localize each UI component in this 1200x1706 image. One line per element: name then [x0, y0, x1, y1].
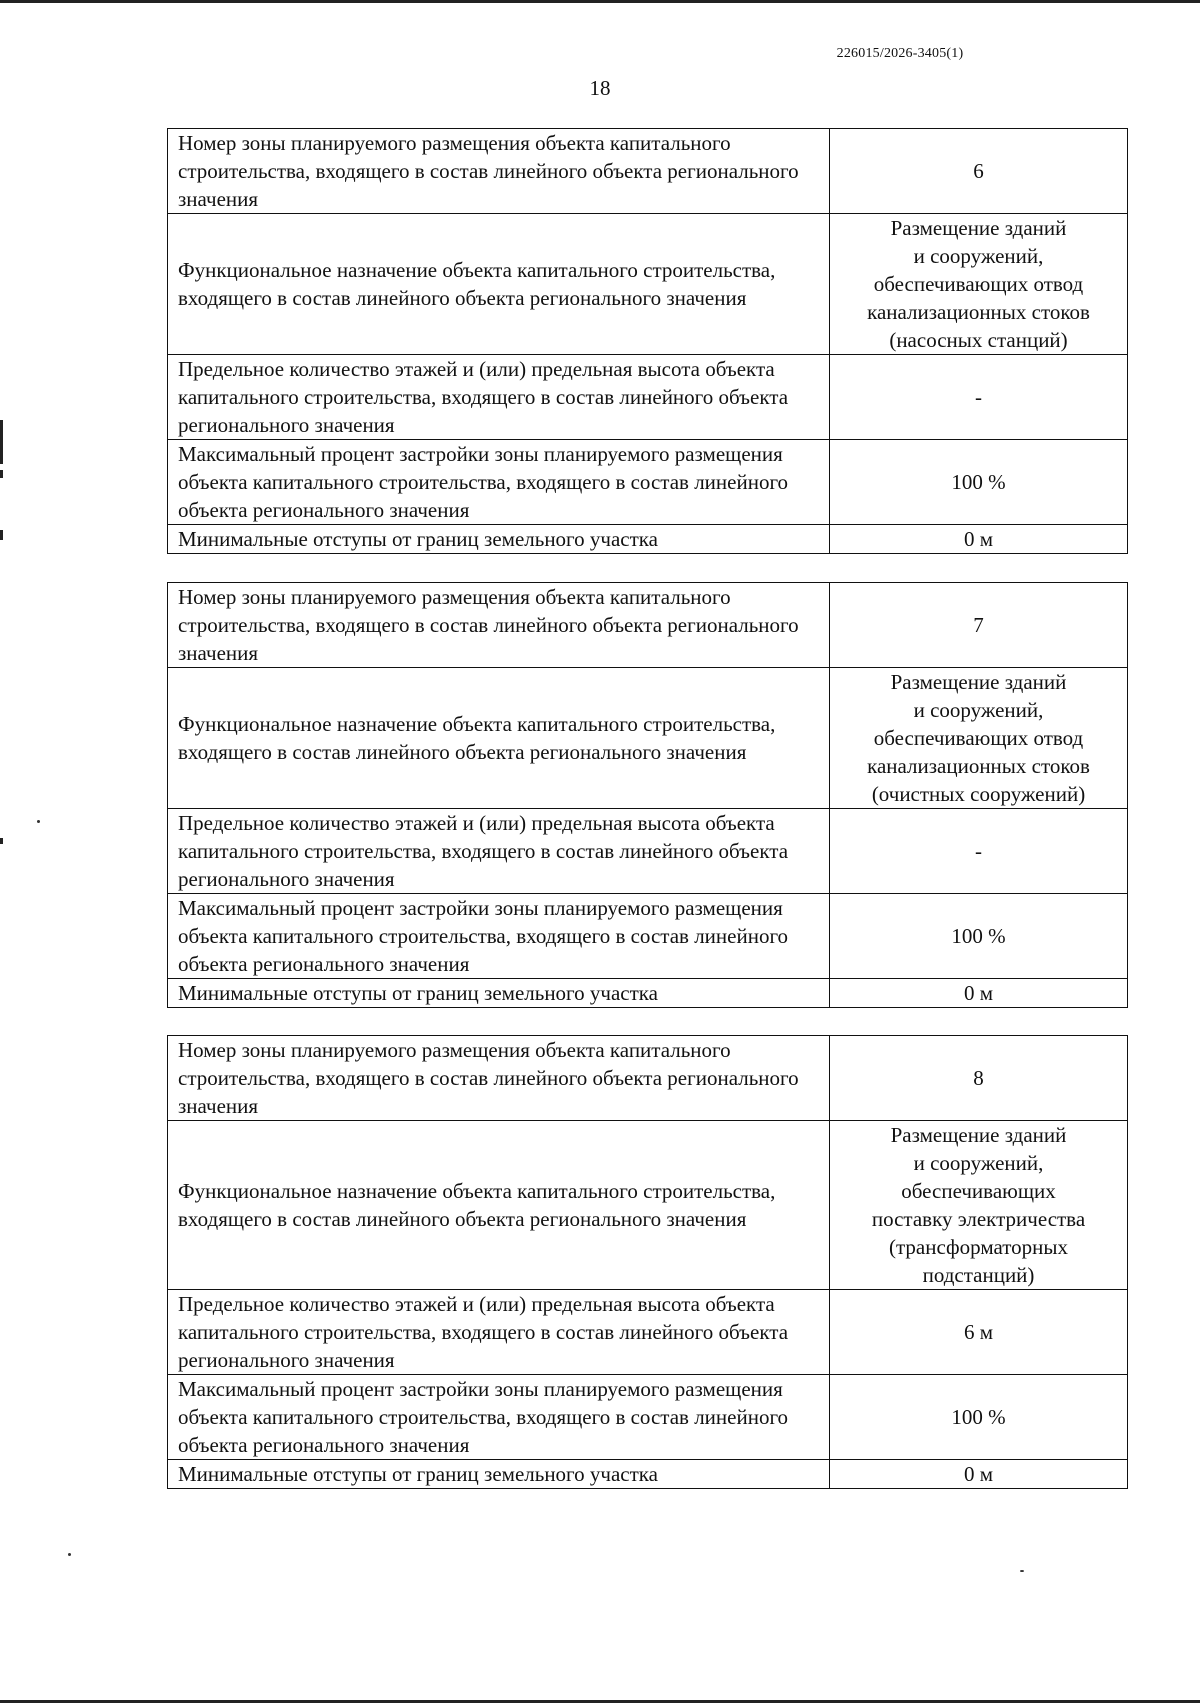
zone-8-parameters-table [167, 1035, 1128, 1489]
max-height-value: 6 м [830, 1290, 1128, 1375]
min-setback-row [168, 979, 1128, 1008]
zone-number-label: Номер зоны планируемого размещения объекта капитального строительства, входящего в состав линейного объекта регионального значения [168, 129, 830, 214]
function-value: Размещение зданий и сооружений, обеспечивающих отвод канализационных стоков (насосных станций) [830, 214, 1128, 355]
max-coverage-row [168, 1375, 1128, 1460]
function-label: Функциональное назначение объекта капитального строительства, входящего в состав линейного объекта регионального значения [168, 668, 830, 809]
function-row [168, 214, 1128, 355]
zone-number-value: 7 [830, 583, 1128, 668]
zone-7-parameters-table [167, 582, 1128, 1008]
max-coverage-value: 100 % [830, 1375, 1128, 1460]
zone-number-value: 6 [830, 129, 1128, 214]
zone-number-row [168, 1036, 1128, 1121]
min-setback-label: Минимальные отступы от границ земельного участка [168, 979, 830, 1008]
zone-number-label: Номер зоны планируемого размещения объекта капитального строительства, входящего в состав линейного объекта регионального значения [168, 583, 830, 668]
scan-edge-top [0, 0, 1200, 3]
scan-mark [0, 530, 3, 540]
page-number: 18 [589, 76, 611, 100]
function-value: Размещение зданий и сооружений, обеспечивающих отвод канализационных стоков (очистных сооружений) [830, 668, 1128, 809]
scan-speck [1020, 1570, 1024, 1572]
max-coverage-value: 100 % [830, 894, 1128, 979]
document-code: 226015/2026-3405(1) [836, 46, 964, 61]
min-setback-value: 0 м [830, 1460, 1128, 1489]
max-coverage-row [168, 894, 1128, 979]
max-height-label: Предельное количество этажей и (или) предельная высота объекта капитального строительства, входящего в состав линейного объекта регионального значения [168, 1290, 830, 1375]
max-height-label: Предельное количество этажей и (или) предельная высота объекта капитального строительства, входящего в состав линейного объекта регионального значения [168, 809, 830, 894]
max-height-value: - [830, 355, 1128, 440]
max-height-value: - [830, 809, 1128, 894]
min-setback-row [168, 525, 1128, 554]
max-height-row [168, 355, 1128, 440]
max-coverage-label: Максимальный процент застройки зоны планируемого размещения объекта капитального строительства, входящего в состав линейного объекта регионального значения [168, 894, 830, 979]
max-coverage-label: Максимальный процент застройки зоны планируемого размещения объекта капитального строительства, входящего в состав линейного объекта регионального значения [168, 1375, 830, 1460]
min-setback-label: Минимальные отступы от границ земельного участка [168, 525, 830, 554]
scan-mark [0, 470, 3, 478]
zone-number-row [168, 583, 1128, 668]
max-coverage-row [168, 440, 1128, 525]
scan-speck [68, 1553, 71, 1556]
zone-6-parameters-table [167, 128, 1128, 554]
max-coverage-value: 100 % [830, 440, 1128, 525]
scan-mark [0, 838, 3, 844]
scan-speck [37, 820, 40, 823]
function-label: Функциональное назначение объекта капитального строительства, входящего в состав линейного объекта регионального значения [168, 1121, 830, 1290]
function-value: Размещение зданий и сооружений, обеспечивающих поставку электричества (трансформаторных подстанций) [830, 1121, 1128, 1290]
min-setback-value: 0 м [830, 525, 1128, 554]
min-setback-value: 0 м [830, 979, 1128, 1008]
max-coverage-label: Максимальный процент застройки зоны планируемого размещения объекта капитального строительства, входящего в состав линейного объекта регионального значения [168, 440, 830, 525]
zone-number-label: Номер зоны планируемого размещения объекта капитального строительства, входящего в состав линейного объекта регионального значения [168, 1036, 830, 1121]
scan-mark [0, 420, 3, 464]
function-row [168, 668, 1128, 809]
max-height-label: Предельное количество этажей и (или) предельная высота объекта капитального строительства, входящего в состав линейного объекта регионального значения [168, 355, 830, 440]
max-height-row [168, 1290, 1128, 1375]
zone-number-value: 8 [830, 1036, 1128, 1121]
min-setback-label: Минимальные отступы от границ земельного участка [168, 1460, 830, 1489]
min-setback-row [168, 1460, 1128, 1489]
function-label: Функциональное назначение объекта капитального строительства, входящего в состав линейного объекта регионального значения [168, 214, 830, 355]
function-row [168, 1121, 1128, 1290]
max-height-row [168, 809, 1128, 894]
scan-edge-bottom [0, 1700, 1200, 1703]
zone-number-row [168, 129, 1128, 214]
